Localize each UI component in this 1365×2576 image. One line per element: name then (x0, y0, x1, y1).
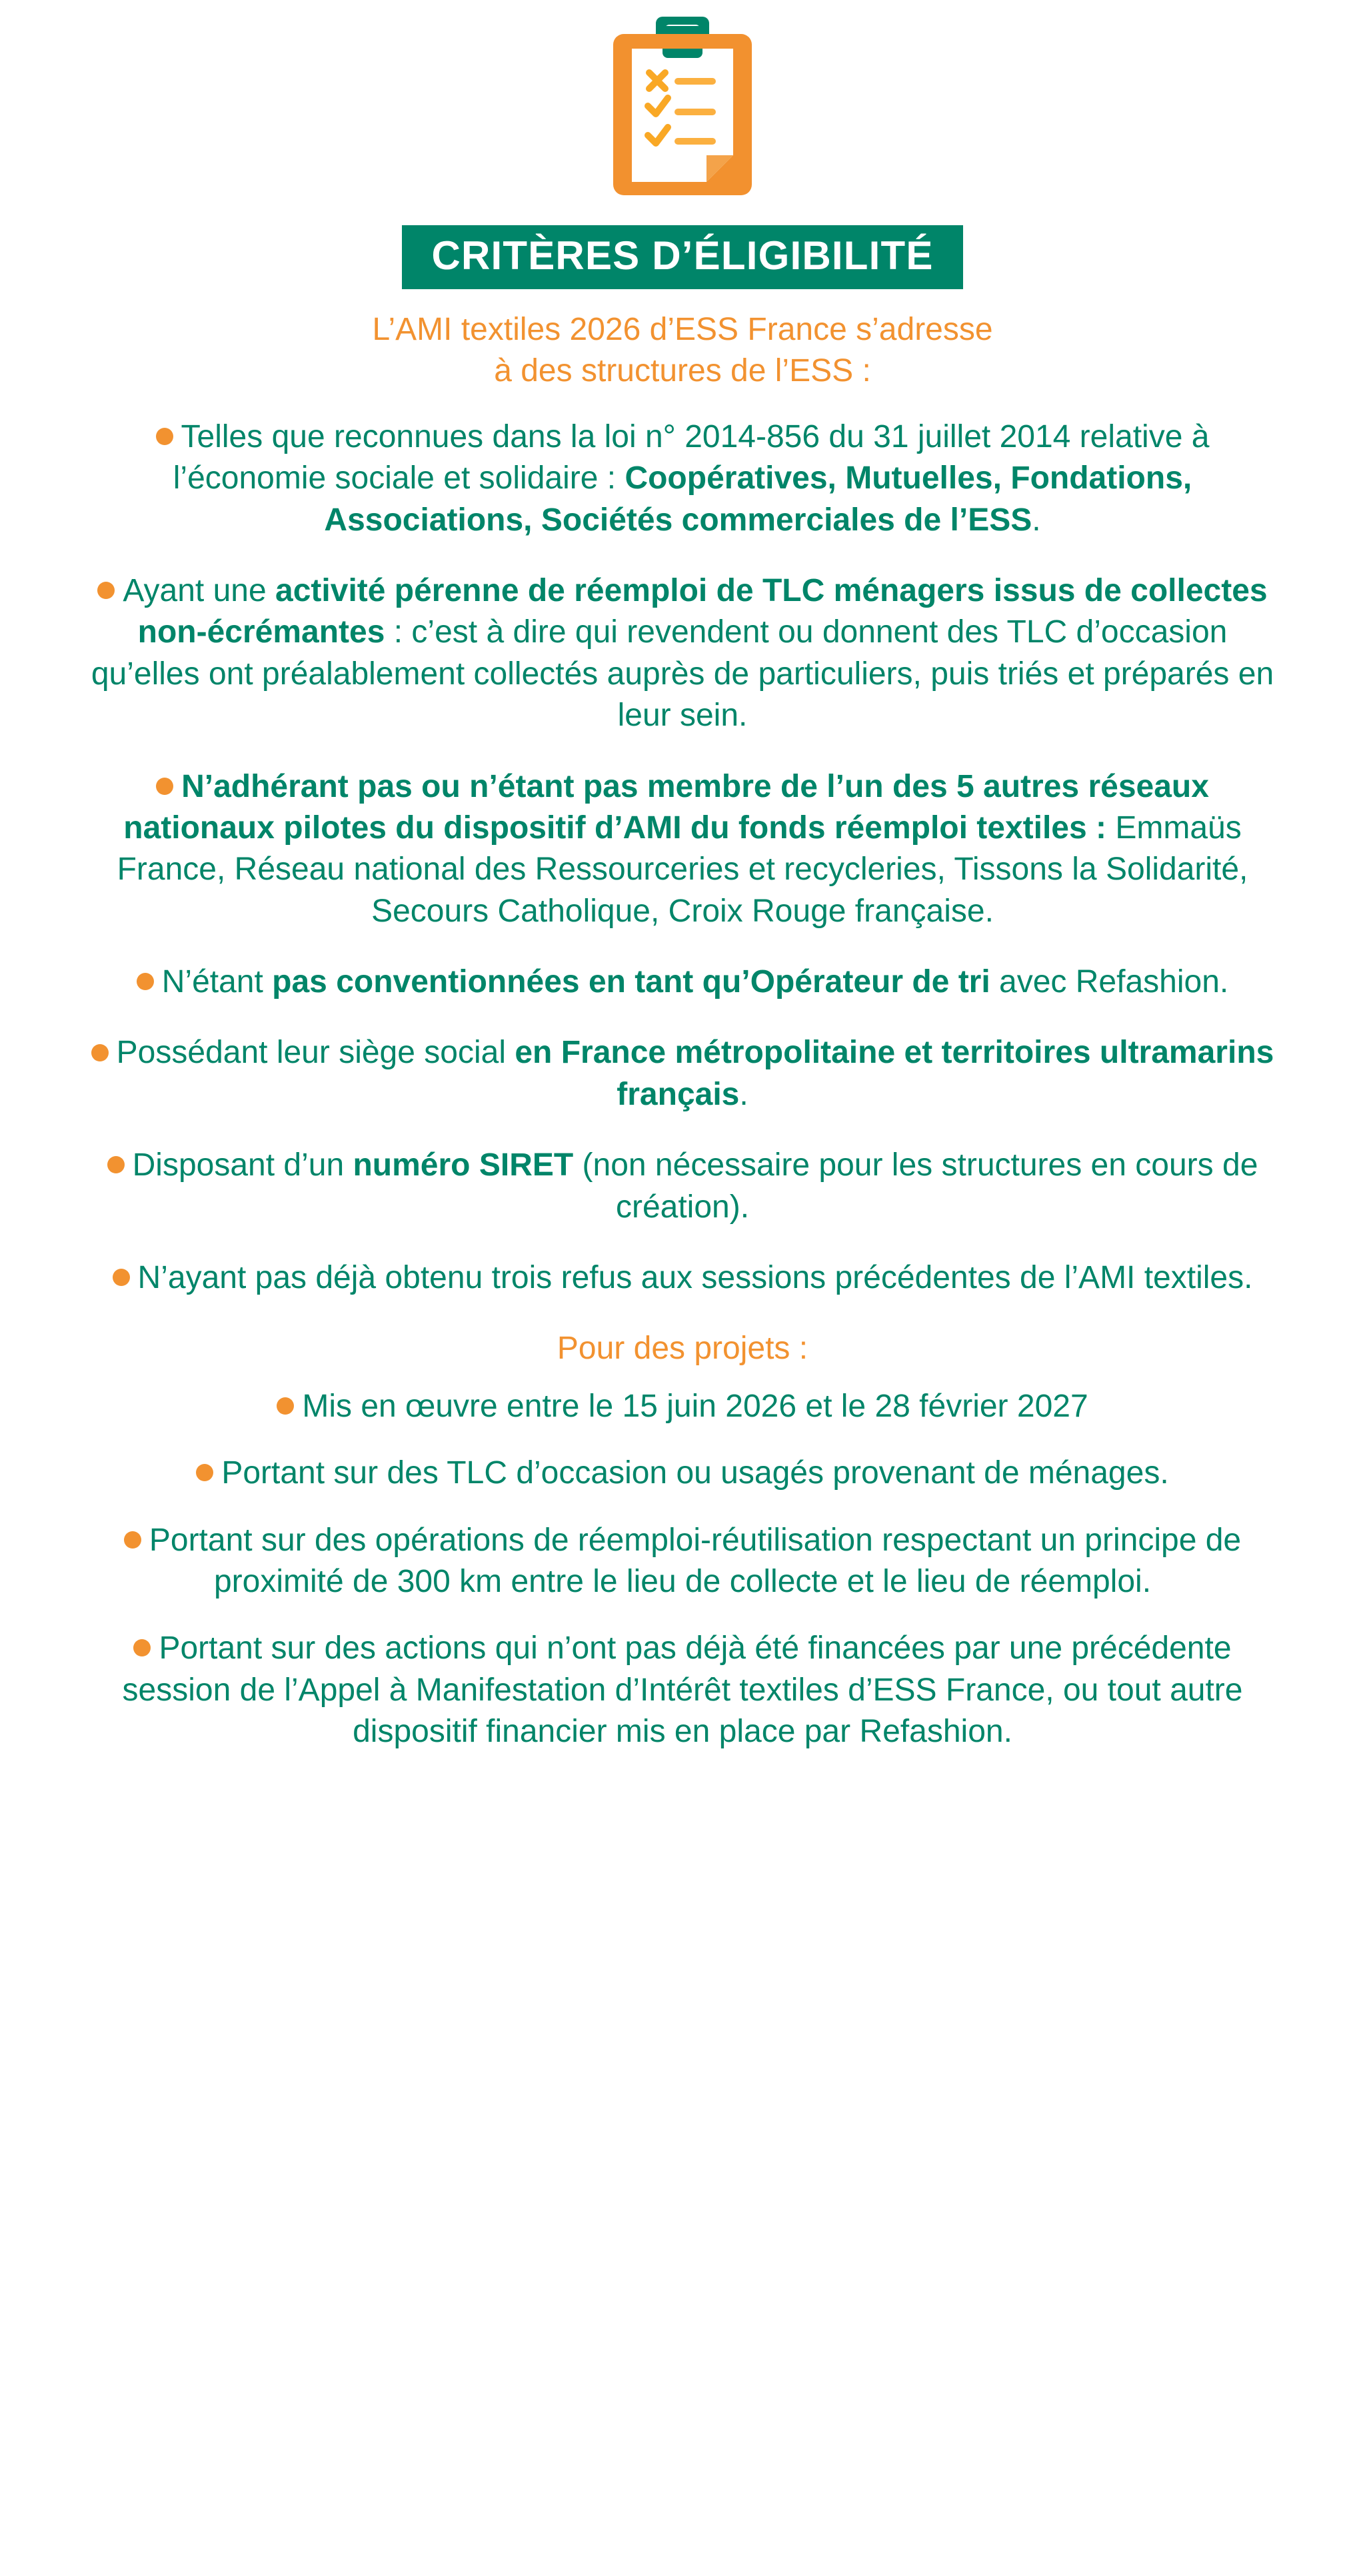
emphasis-text: numéro SIRET (353, 1147, 574, 1183)
emphasis-text: pas conventionnées en tant qu’Opérateur de tri (272, 964, 990, 1000)
projects-list (73, 1386, 1292, 1753)
bullet-dot-icon (196, 1464, 213, 1481)
clipboard-checklist-icon (583, 9, 782, 207)
body-text: Possédant leur siège social (116, 1035, 515, 1071)
bullet-dot-icon (133, 1639, 151, 1656)
body-text: Portant sur des TLC d’occasion ou usagés provenant de ménages. (221, 1455, 1169, 1491)
bullet-dot-icon (137, 973, 154, 990)
body-text: Telles que reconnues dans la loi n° 2014-856 du 31 juillet 2014 relative à l’économie sociale et solidaire : (173, 418, 1210, 496)
body-text: (non nécessaire pour les structures en cours de création). (573, 1147, 1258, 1225)
body-text: Emmaüs France, Réseau national des Ressourceries et recycleries, Tissons la Solidarité, Secours Catholique, Croix Rouge française. (117, 810, 1248, 929)
body-text: Ayant une (123, 572, 276, 608)
criterion-activite-perenne (73, 570, 1292, 737)
bullet-dot-icon (156, 778, 173, 795)
projects-lead: Pour des projets : (557, 1331, 808, 1367)
bullet-dot-icon (156, 428, 173, 445)
criterion-trois-refus (73, 1257, 1292, 1299)
body-text: : c’est à dire qui revendent ou donnent des TLC d’occasion qu’elles ont préalablement collectés auprès de particuliers, puis triés et préparés en leur sein. (91, 614, 1274, 734)
intro-line-2: à des structures de l’ESS : (494, 353, 871, 389)
bullet-dot-icon (91, 1044, 109, 1061)
project-tlc-menages (73, 1453, 1292, 1494)
emphasis-text: activité pérenne de réemploi de TLC ménagers issus de collectes non-écrémantes (137, 572, 1268, 650)
criterion-non-adherent (73, 766, 1292, 933)
page-title: CRITÈRES D’ÉLIGIBILITÉ (431, 233, 934, 278)
emphasis-text: N’adhérant pas ou n’étant pas membre de l’un des 5 autres réseaux nationaux pilotes du dispositif d’AMI du fonds réemploi textiles : (123, 768, 1209, 846)
body-text: N’ayant pas déjà obtenu trois refus aux sessions précédentes de l’AMI textiles. (137, 1260, 1253, 1296)
page-title-banner (402, 225, 962, 289)
bullet-dot-icon (124, 1531, 141, 1549)
body-text: Disposant d’un (132, 1147, 353, 1183)
body-text: avec Refashion. (990, 964, 1229, 1000)
emphasis-text: en France métropolitaine et territoires ultramarins français (515, 1035, 1274, 1112)
project-dates (73, 1386, 1292, 1427)
criteria-list (73, 416, 1292, 1299)
body-text: . (1032, 502, 1041, 538)
bullet-dot-icon (277, 1397, 294, 1415)
bullet-dot-icon (97, 582, 115, 599)
project-proximite (73, 1520, 1292, 1603)
emphasis-text: Coopératives, Mutuelles, Fondations, Associations, Sociétés commerciales de l’ESS (324, 460, 1192, 538)
body-text: Mis en œuvre entre le 15 juin 2026 et le 28 février 2027 (302, 1388, 1088, 1424)
bullet-dot-icon (113, 1269, 130, 1286)
body-text: . (739, 1076, 748, 1112)
intro-line-1: L’AMI textiles 2026 d’ESS France s’adresse (372, 312, 993, 347)
criterion-loi-ess (73, 416, 1292, 541)
intro-text (73, 309, 1292, 392)
project-non-finance (73, 1628, 1292, 1752)
body-text: N’étant (161, 964, 273, 1000)
criterion-non-conventionnees (73, 962, 1292, 1003)
bullet-dot-icon (107, 1156, 125, 1173)
body-text: Portant sur des opérations de réemploi-réutilisation respectant un principe de proximité de 300 km entre le lieu de collecte et le lieu de réemploi. (149, 1522, 1242, 1599)
criterion-siege-social (73, 1032, 1292, 1115)
criteria-content (73, 309, 1292, 1778)
criterion-siret (73, 1145, 1292, 1228)
body-text: Portant sur des actions qui n’ont pas déjà été financées par une précédente session de l’Appel à Manifestation d’Intérêt textiles d’ESS France, ou tout autre dispositif financier mis en place par Refashion. (122, 1630, 1243, 1750)
